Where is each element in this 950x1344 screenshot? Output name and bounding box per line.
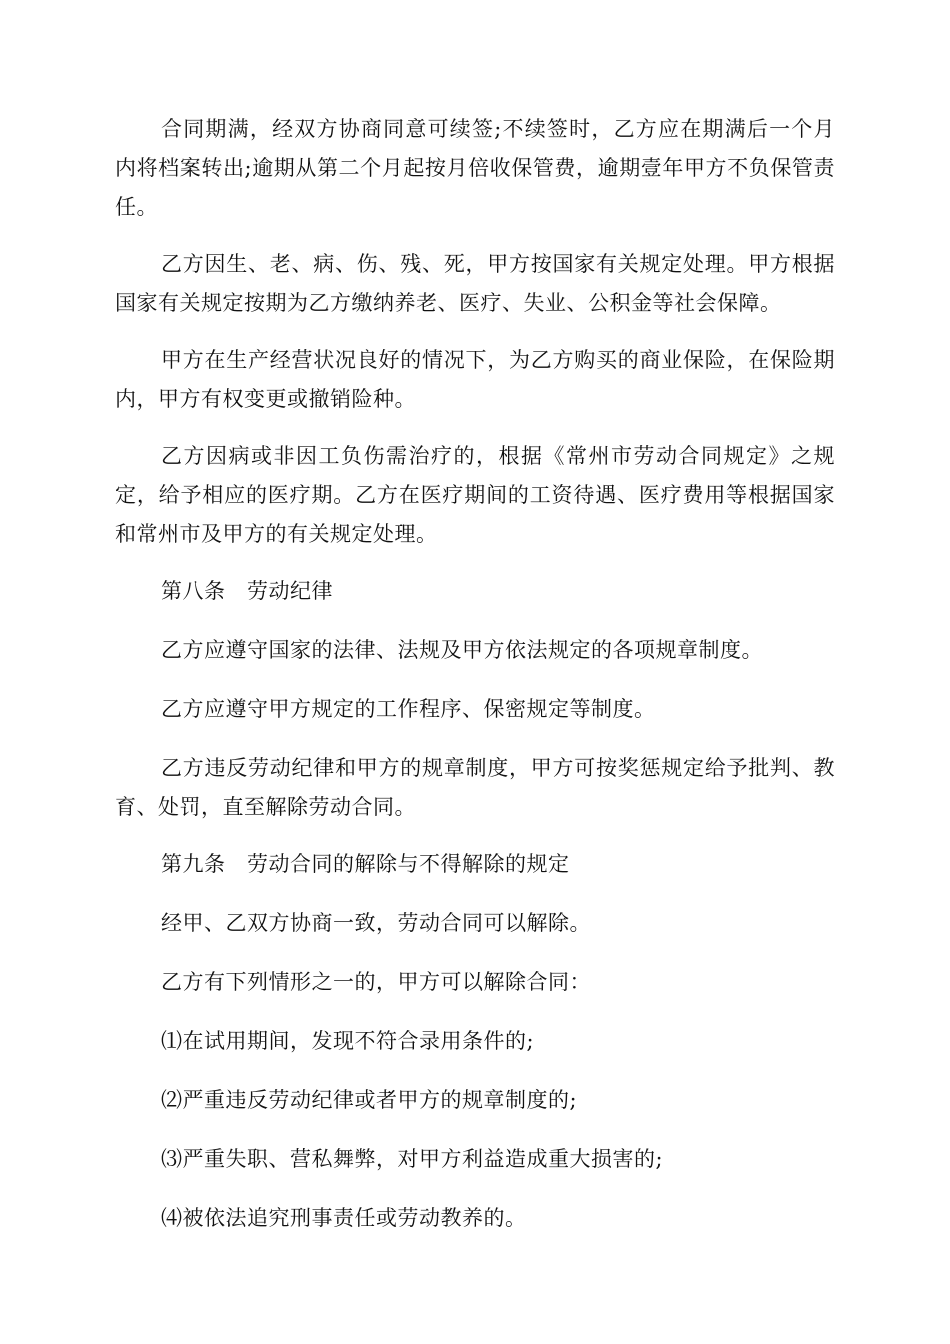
paragraph-contract-renewal: 合同期满，经双方协商同意可续签;不续签时，乙方应在期满后一个月内将档案转出;逾期从第二个月起按月倍收保管费，逾期壹年甲方不负保管责任。	[115, 117, 835, 219]
list-item-criminal-liability: ⑷被依法追究刑事责任或劳动教养的。	[161, 1206, 527, 1230]
paragraph-medical-period: 乙方因病或非因工负伤需治疗的，根据《常州市劳动合同规定》之规定，给予相应的医疗期。乙方在医疗期间的工资待遇、医疗费用等根据国家和常州市及甲方的有关规定处理。	[115, 444, 835, 546]
paragraph-termination-conditions: 乙方有下列情形之一的，甲方可以解除合同：	[161, 970, 591, 994]
document-body	[115, 110, 835, 1258]
article-9-heading: 第九条 劳动合同的解除与不得解除的规定	[161, 852, 570, 876]
paragraph-discipline-violation: 乙方违反劳动纪律和甲方的规章制度，甲方可按奖惩规定给予批判、教育、处罚，直至解除劳动合同。	[115, 756, 835, 819]
paragraph-work-procedures: 乙方应遵守甲方规定的工作程序、保密规定等制度。	[161, 697, 656, 721]
paragraph-social-security: 乙方因生、老、病、伤、残、死，甲方按国家有关规定处理。甲方根据国家有关规定按期为乙方缴纳养老、医疗、失业、公积金等社会保障。	[115, 252, 835, 315]
paragraph-commercial-insurance: 甲方在生产经营状况良好的情况下，为乙方购买的商业保险，在保险期内，甲方有权变更或撤销险种。	[115, 348, 835, 411]
paragraph-obey-laws: 乙方应遵守国家的法律、法规及甲方依法规定的各项规章制度。	[161, 638, 763, 662]
article-8-heading: 第八条 劳动纪律	[161, 579, 333, 603]
list-item-probation: ⑴在试用期间，发现不符合录用条件的;	[161, 1029, 535, 1053]
list-item-dereliction: ⑶严重失职、营私舞弊，对甲方利益造成重大损害的;	[161, 1147, 664, 1171]
paragraph-mutual-termination: 经甲、乙双方协商一致，劳动合同可以解除。	[161, 911, 591, 935]
list-item-serious-violation: ⑵严重违反劳动纪律或者甲方的规章制度的;	[161, 1088, 578, 1112]
